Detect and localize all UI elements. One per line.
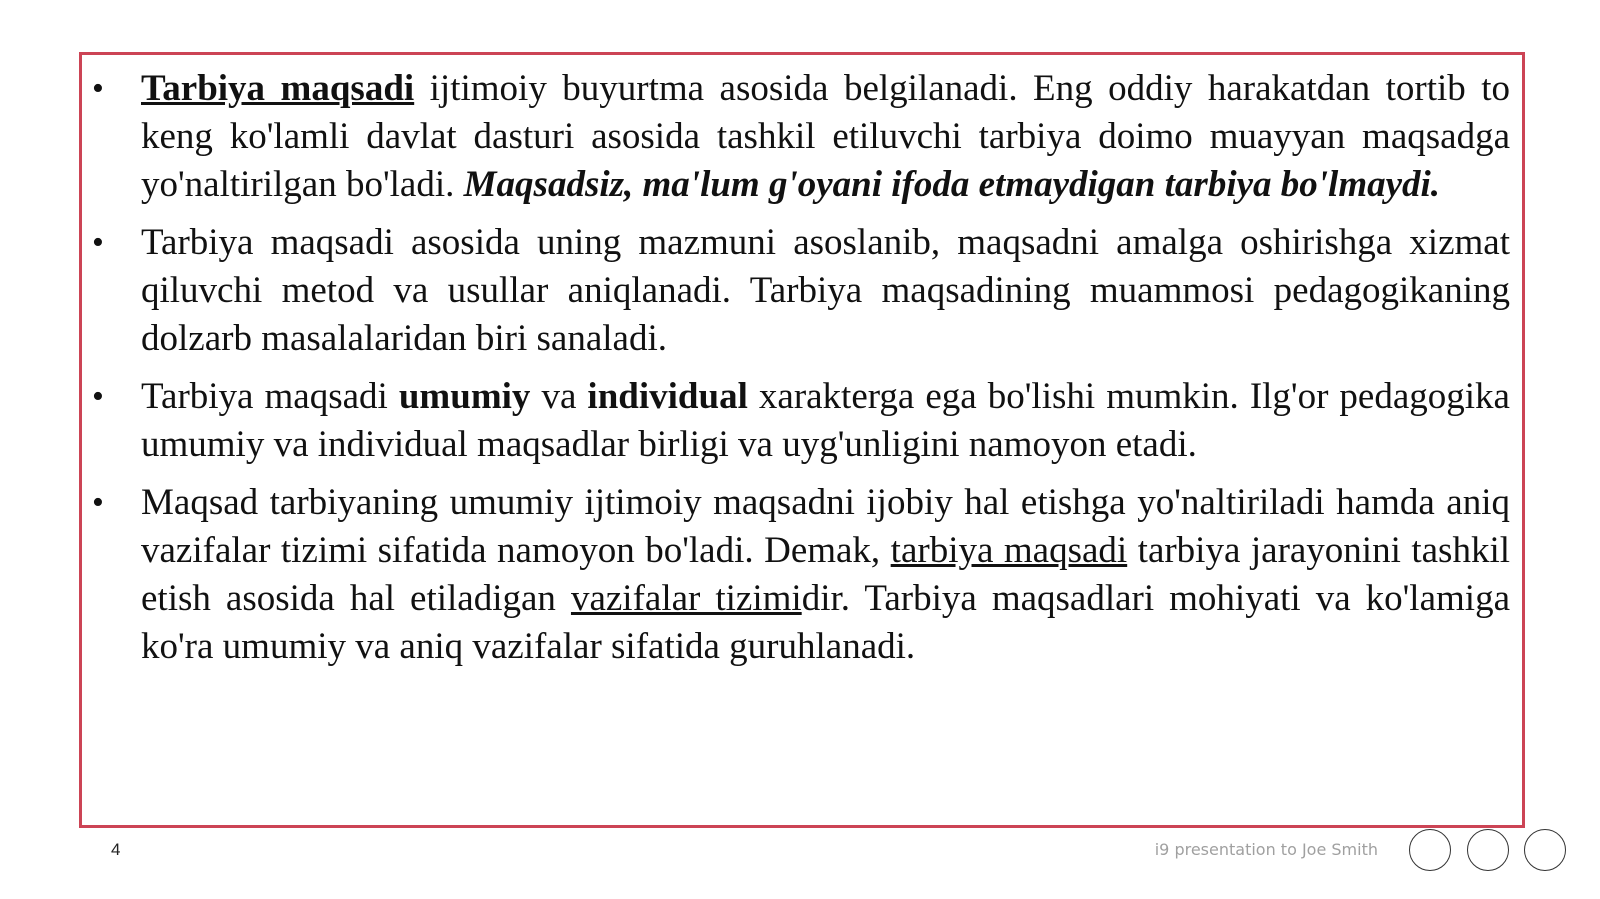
footer-text: i9 presentation to Joe Smith [1154,840,1378,859]
bullet-text: dir. Tarbiya maqsadlari mohiyati va ko'lamiga ko'ra umumiy va aniq vazifalar sifatida guruhlanadi. [141,578,1510,667]
bullet-list [82,55,1522,671]
bullet-text: va [530,376,588,417]
page-number: 4 [111,840,121,859]
term-tarbiya-maqsadi: Tarbiya maqsadi [141,68,415,109]
bullet-text: xarakterga ega bo'lishi mumkin. Ilg'or pedagogika umumiy va individual maqsadlar birligi va uyg'unligini namoyon etadi. [141,376,1510,465]
bullet-text: tarbiya jarayonini tashkil etish asosida hal etiladigan [141,530,1511,619]
bullet-text: Tarbiya maqsadi [141,376,399,417]
bullet-item-1 [82,65,1522,209]
bullet-text: Maqsad tarbiyaning umumiy ijtimoiy maqsadni ijobiy hal etishga yo'naltiriladi hamda aniq vazifalar tizimi sifatida namoyon bo'ladi. Demak, [141,482,1510,571]
bullet-item-3 [82,373,1522,469]
bullet-text: Tarbiya maqsadi asosida uning mazmuni asoslanib, maqsadni amalga oshirishga xizmat qiluvchi metod va usullar aniqlanadi. Tarbiya maqsadining muammosi pedagogikaning dolzarb masalalaridan biri sanaladi. [141,222,1510,359]
circle-icon [1524,829,1566,871]
bullet-item-2 [82,219,1522,363]
bullet-item-4 [82,479,1522,671]
term-individual: individual [587,376,748,417]
circle-icon [1467,829,1509,871]
emphasis-text: Maqsadsiz, ma'lum g'oyani ifoda etmaydigan tarbiya bo'lmaydi. [463,164,1441,205]
underlined-term: tarbiya maqsadi [890,530,1128,571]
term-umumiy: umumiy [398,376,531,417]
underlined-term: vazifalar tizimi [570,578,802,619]
content-box [79,52,1525,828]
bullet-text: ijtimoiy buyurtma asosida belgilanadi. Eng oddiy harakatdan tortib to keng ko'lamli davlat dasturi asosida tashkil etiluvchi tarbiya doimo muayyan maqsadga yo'naltirilgan bo'ladi. [141,68,1511,205]
circle-icon [1409,829,1451,871]
